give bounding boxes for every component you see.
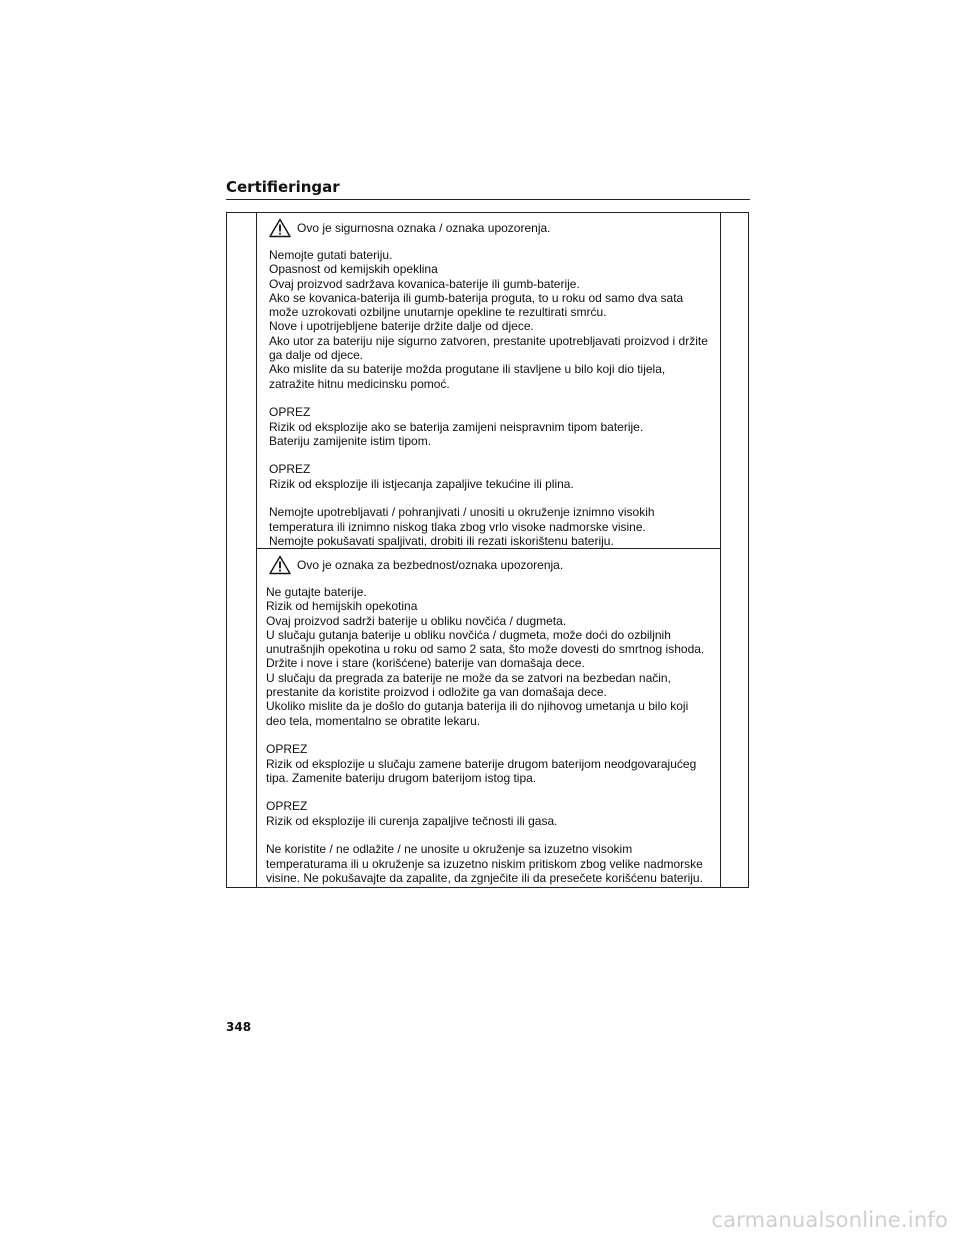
warning-block-serbian [256, 549, 721, 888]
text-line: tipa. Zamenite bateriju drugom baterijom istog tipa. [266, 770, 537, 785]
text-line: U slučaju da pregrada za baterije ne može da se zatvori na bezbedan način, [266, 670, 671, 685]
warning-triangle-icon [269, 218, 291, 238]
text-line: Rizik od hemijskih opekotina [266, 599, 418, 614]
text-line: temperaturama ili u okruženje sa izuzetno niskim pritiskom zbog velike nadmorske [266, 856, 703, 871]
paragraph [269, 248, 711, 391]
warning-label: Ovo je oznaka za bezbednost/oznaka upozorenja. [297, 557, 564, 572]
text-line: deo tela, momentalno se obratite lekaru. [266, 713, 481, 728]
warning-line [266, 555, 711, 575]
paragraph [266, 842, 711, 885]
text-line: Ako utor za bateriju nije sigurno zatvoren, prestanite upotrebljavati proizvod i držite [269, 333, 708, 348]
text-line: Rizik od eksplozije ili istjecanja zapaljive tekućine ili plina. [269, 476, 574, 491]
text-line: zatražite hitnu medicinsku pomoć. [269, 376, 450, 391]
text-line: Nove i upotrijebljene baterije držite dalje od djece. [269, 319, 534, 334]
text-line: visine. Ne pokušavajte da zapalite, da zgnječite ili da presečete korišćenu bateriju. [266, 870, 703, 885]
paragraph [269, 505, 711, 548]
warning-triangle-icon [269, 555, 291, 575]
paragraph [266, 585, 711, 728]
watermark: carmanualsonline.info [711, 1208, 948, 1232]
warning-line [269, 218, 711, 238]
warning-block-croatian [256, 212, 721, 549]
text-line: U slučaju gutanja baterije u obliku novčića / dugmeta, može doći do ozbiljnih [266, 627, 671, 642]
text-line: Ne gutajte baterije. [266, 585, 367, 599]
text-line: Opasnost od kemijskih opeklina [269, 262, 438, 277]
paragraph [266, 799, 711, 828]
text-line: Bateriju zamijenite istim tipom. [269, 433, 432, 448]
text-line: Nemojte gutati bateriju. [269, 248, 393, 262]
section-title: Certifieringar [226, 178, 340, 196]
text-line: Rizik od eksplozije ako se baterija zamijeni neispravnim tipom baterije. [269, 419, 644, 434]
text-line: može uzrokovati ozbiljne unutarnje opekline te rezultirati smrću. [269, 305, 607, 320]
paragraph [269, 405, 711, 448]
text-line: Ne koristite / ne odlažite / ne unosite u okruženje sa izuzetno visokim [266, 842, 633, 857]
text-line: Nemojte pokušavati spaljivati, drobiti ili rezati iskorištenu bateriju. [269, 533, 614, 548]
text-line: Rizik od eksplozije u slučaju zamene baterije drugom baterijom neodgovarajućeg [266, 756, 697, 771]
text-line: temperatura ili iznimno niskog tlaka zbog vrlo visoke nadmorske visine. [269, 519, 646, 534]
text-line: OPREZ [269, 405, 311, 420]
text-line: OPREZ [269, 462, 311, 477]
text-line: Rizik od eksplozije ili curenja zapaljive tečnosti ili gasa. [266, 813, 558, 828]
warning-label: Ovo je sigurnosna oznaka / oznaka upozorenja. [297, 220, 551, 235]
text-line: OPREZ [266, 742, 308, 757]
text-line: Ukoliko mislite da je došlo do gutanja baterija ili do njihovog umetanja u bilo koji [266, 699, 689, 714]
title-rule [226, 199, 750, 200]
paragraph [266, 742, 711, 785]
text-line: prestanite da koristite proizvod i odložite ga van domašaja dece. [266, 685, 607, 700]
page-number: 348 [226, 1020, 252, 1034]
text-line: ga dalje od djece. [269, 348, 364, 363]
text-line: Ovaj proizvod sadržava kovanica-baterije ili gumb-baterije. [269, 276, 580, 291]
text-line: Držite i nove i stare (korišćene) baterije van domašaja dece. [266, 656, 585, 671]
text-line: Ovaj proizvod sadrži baterije u obliku novčića / dugmeta. [266, 613, 567, 628]
text-line: Nemojte upotrebljavati / pohranjivati / unositi u okruženje iznimno visokih [269, 505, 655, 520]
text-line: Ako se kovanica-baterija ili gumb-baterija proguta, to u roku od samo dva sata [269, 290, 684, 305]
text-line: Ako mislite da su baterije možda progutane ili stavljene u bilo koji dio tijela, [269, 362, 666, 377]
paragraph [269, 462, 711, 491]
text-line: OPREZ [266, 799, 308, 814]
text-line: unutrašnjih opekotina u roku od samo 2 sata, što može dovesti do smrtnog ishoda. [266, 642, 705, 657]
